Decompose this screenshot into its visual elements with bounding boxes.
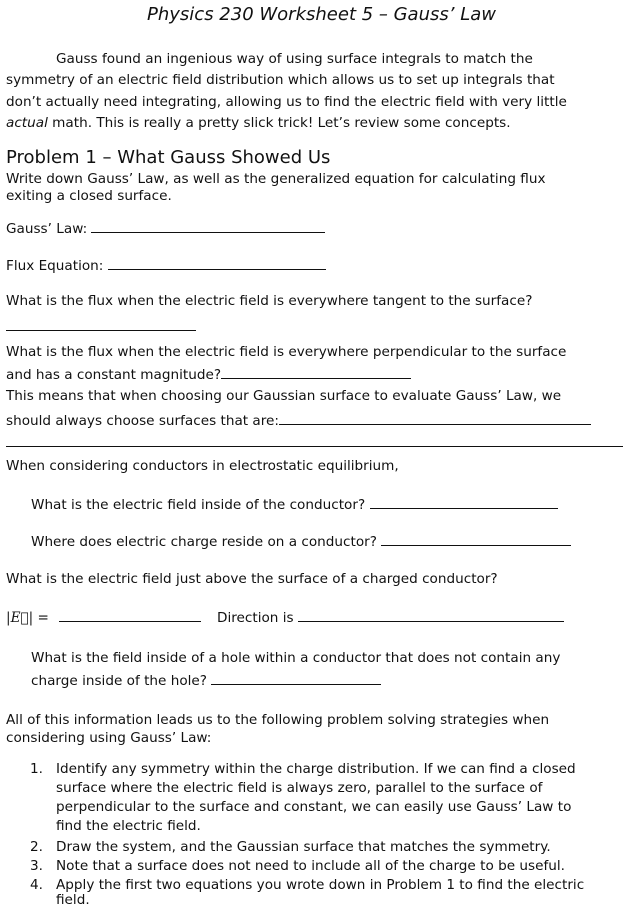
step-number: 1. <box>30 761 43 777</box>
flux-equation-label: Flux Equation: <box>6 258 104 274</box>
question-perpendicular: and has a constant magnitude? <box>6 367 222 383</box>
question-reside: Where does electric charge reside on a conductor? <box>31 534 377 550</box>
intro-emphasis: actual <box>6 115 48 131</box>
strategy-intro: All of this information leads us to the following problem solving strategies when <box>6 712 550 728</box>
instructions: exiting a closed surface. <box>6 188 172 204</box>
step-text: field. <box>56 892 90 908</box>
step-text: find the electric field. <box>56 818 201 834</box>
intro-line: symmetry of an electric field distribution which allows us to set up integrals that <box>6 72 555 88</box>
step-text: Apply the first two equations you wrote down in Problem 1 to find the electric <box>56 877 585 893</box>
gauss-law-label: Gauss’ Law: <box>6 221 88 237</box>
question-tangent: What is the flux when the electric field is everywhere tangent to the surface? <box>6 293 533 309</box>
conductors-text: When considering conductors in electrostatic equilibrium, <box>6 458 399 474</box>
means-text: should always choose surfaces that are: <box>6 413 279 429</box>
gauss-law-blank[interactable] <box>91 220 325 233</box>
page-title: Physics 230 Worksheet 5 – Gauss’ Law <box>147 4 496 25</box>
strategy-intro: considering using Gauss’ Law: <box>6 730 212 746</box>
question-hole: What is the field inside of a hole within a conductor that does not contain any <box>31 650 561 666</box>
step-text: Note that a surface does not need to include all of the charge to be useful. <box>56 858 565 874</box>
step-text: Draw the system, and the Gaussian surface that matches the symmetry. <box>56 839 551 855</box>
perpendicular-answer-blank[interactable] <box>221 366 411 379</box>
tangent-answer-blank[interactable] <box>6 318 196 331</box>
step-text: surface where the electric field is always zero, parallel to the surface of <box>56 780 543 796</box>
step-text: perpendicular to the surface and constant, we can easily use Gauss’ Law to <box>56 799 572 815</box>
problem-heading: Problem 1 – What Gauss Showed Us <box>6 147 331 168</box>
reside-answer-blank[interactable] <box>381 533 571 546</box>
hole-answer-blank[interactable] <box>211 672 381 685</box>
intro-line: don’t actually need integrating, allowing us to find the electric field with very little <box>6 94 567 110</box>
question-above: What is the electric field just above the surface of a charged conductor? <box>6 571 498 587</box>
step-number: 3. <box>30 858 43 874</box>
e-magnitude-blank[interactable] <box>59 609 201 622</box>
intro-line: Gauss found an ingenious way of using surface integrals to match the <box>56 51 533 67</box>
intro-line: math. This is really a pretty slick trick! Let’s review some concepts. <box>47 115 511 131</box>
means-text: This means that when choosing our Gaussian surface to evaluate Gauss’ Law, we <box>6 388 562 404</box>
step-text: Identify any symmetry within the charge distribution. If we can find a closed <box>56 761 576 777</box>
question-inside: What is the electric field inside of the conductor? <box>31 497 366 513</box>
surfaces-answer-blank-2[interactable] <box>6 434 623 447</box>
instructions: Write down Gauss’ Law, as well as the generalized equation for calculating flux <box>6 171 546 187</box>
flux-equation-blank[interactable] <box>108 257 326 270</box>
question-hole: charge inside of the hole? <box>31 673 207 689</box>
direction-blank[interactable] <box>298 609 564 622</box>
e-magnitude-label: |E⃗| = <box>6 610 49 626</box>
step-number: 2. <box>30 839 43 855</box>
direction-label: Direction is <box>217 610 294 626</box>
surfaces-answer-blank[interactable] <box>279 412 591 425</box>
step-number: 4. <box>30 877 43 893</box>
inside-answer-blank[interactable] <box>370 496 558 509</box>
question-perpendicular: What is the flux when the electric field is everywhere perpendicular to the surface <box>6 344 567 360</box>
